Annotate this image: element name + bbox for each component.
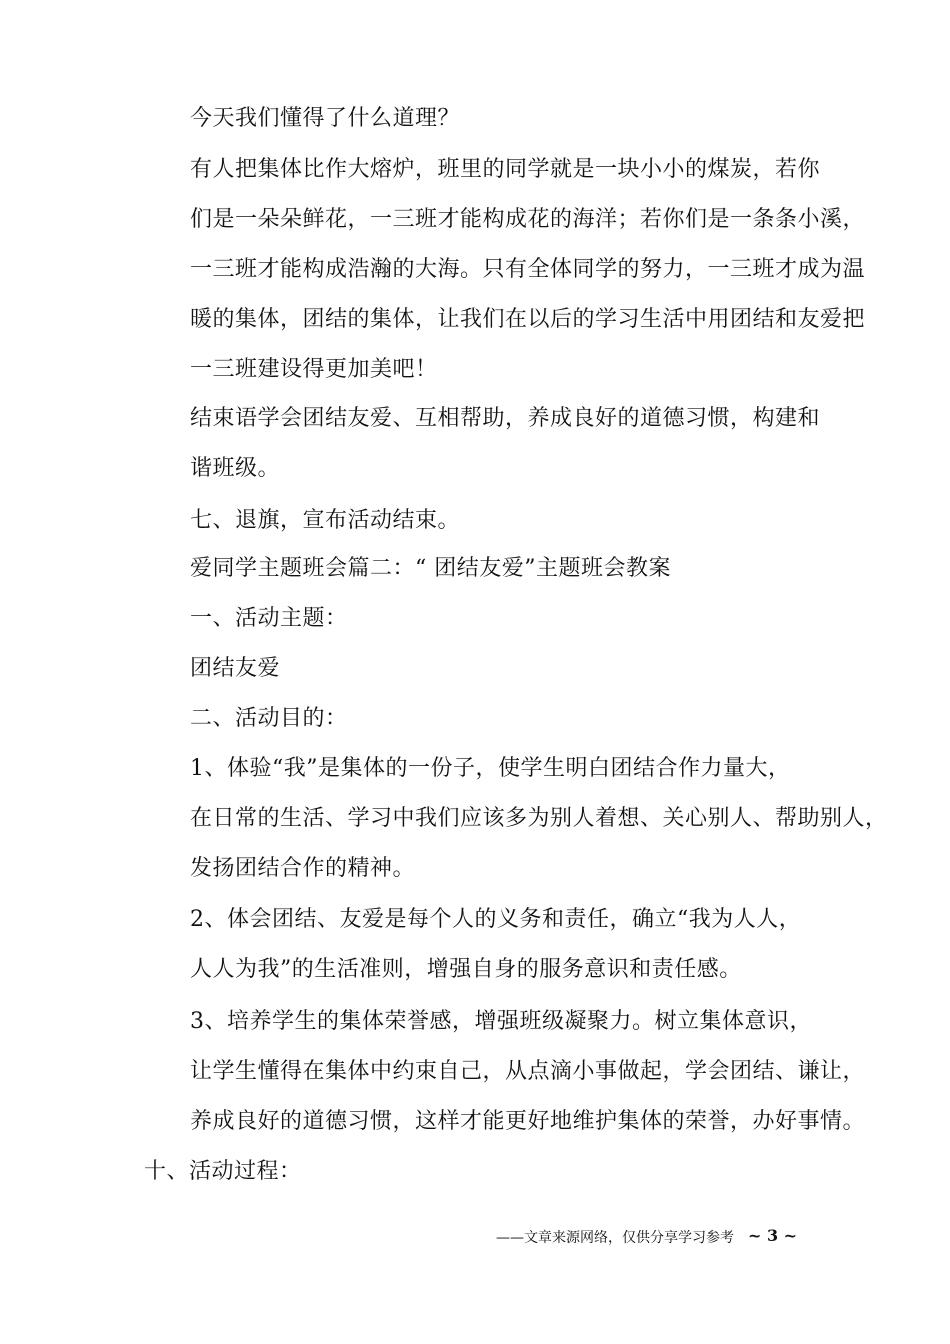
text-line: 2、体会团结、友爱是每个人的义务和责任，确立“我为人人，: [190, 907, 802, 932]
text-line: 结束语学会团结友爱、互相帮助，养成良好的道德习惯，构建和: [190, 406, 821, 431]
paragraph-step-seven: [144, 496, 824, 546]
text-line: 3、培养学生的集体荣誉感，增强班级凝聚力。树立集体意识，: [190, 1009, 812, 1034]
page-number: ~ 3 ~: [748, 1226, 798, 1245]
text-line: 在日常的生活、学习中我们应该多为别人着想、关心别人、帮助别人，: [190, 806, 888, 831]
text-line: 二、活动目的：: [190, 706, 348, 731]
text-line: 们是一朵朵鲜花，一三班才能构成花的海洋；若你们是一条条小溪，: [190, 207, 866, 232]
text-line: 谐班级。: [190, 456, 281, 481]
text-line: 养成良好的道德习惯，这样才能更好地维护集体的荣誉，办好事情。: [190, 1109, 866, 1134]
text-line: 团结友爱: [190, 656, 281, 681]
paragraph-closing-remarks: [144, 394, 824, 494]
text-line: 一三班才能构成浩瀚的大海。只有全体同学的努力，一三班才成为温: [190, 257, 866, 282]
heading-activity-theme: [144, 594, 824, 644]
paragraph-theme-value: [144, 644, 824, 694]
text-line: 今天我们懂得了什么道理？: [190, 106, 461, 131]
text-line: 发扬团结合作的精神。: [190, 856, 416, 881]
heading-activity-process: [144, 1147, 824, 1197]
text-line: 让学生懂得在集体中约束自己，从点滴小事做起，学会团结、谦让，: [190, 1059, 866, 1084]
text-line: 暖的集体，团结的集体，让我们在以后的学习生活中用团结和友爱把: [190, 307, 866, 332]
footer-source-note: ——文章来源网络，仅供分享学习参考: [496, 1230, 734, 1246]
paragraph-collective-metaphor: [144, 145, 866, 395]
text-line: 七、退旗，宣布活动结束。: [190, 508, 461, 533]
paragraph-goal-three: [144, 997, 866, 1147]
text-line: 十、活动过程：: [144, 1159, 302, 1184]
paragraph-goal-two: [144, 895, 824, 995]
section-heading-part-two: [144, 544, 824, 594]
text-line: 有人把集体比作大熔炉，班里的同学就是一块小小的煤炭，若你: [190, 157, 821, 182]
paragraph-question: [144, 94, 824, 144]
text-line: 一三班建设得更加美吧！: [190, 357, 438, 382]
text-line: 人人为我”的生活准则，增强自身的服务意识和责任感。: [190, 957, 742, 982]
text-line: 一、活动主题：: [190, 606, 348, 631]
heading-activity-goals: [144, 694, 824, 744]
text-line: 1、体验“我”是集体的一份子，使学生明白团结合作力量大，: [190, 756, 791, 781]
paragraph-goal-one: [144, 744, 888, 894]
text-line: 爱同学主题班会篇二：“ 团结友爱”主题班会教案: [190, 556, 671, 581]
